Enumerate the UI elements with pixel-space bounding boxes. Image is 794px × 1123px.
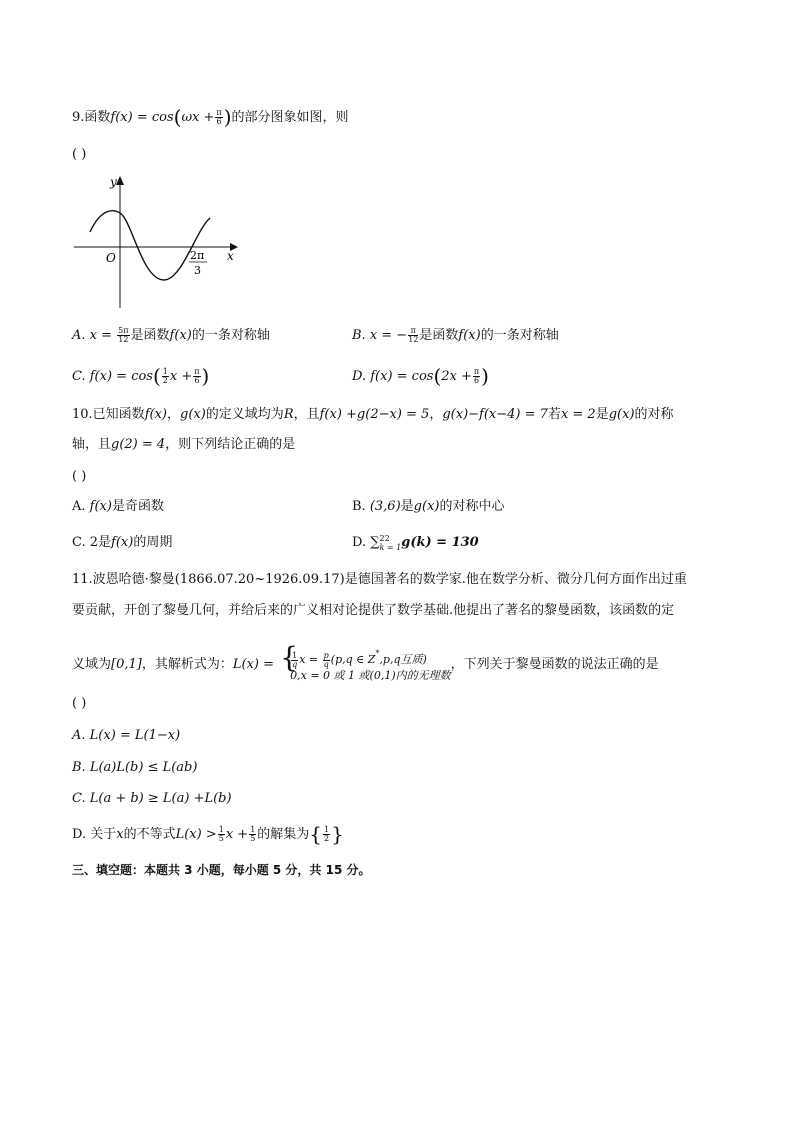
opt-text: 的一条对称轴 [191, 328, 270, 343]
math: (p,q ∈ Z [330, 653, 376, 666]
paren-open: ( [433, 364, 442, 388]
q9-func: f(x) = cos [110, 110, 174, 125]
frac-den: q [292, 659, 298, 669]
opt-label: B. x = − [352, 328, 408, 343]
math: L(x) > [175, 827, 217, 842]
opt-func: f(x) [458, 328, 481, 343]
q11-option-a[interactable]: A. L(x) = L(1−x) [72, 728, 181, 743]
math: R [283, 407, 294, 422]
graph-origin: O [106, 251, 116, 265]
opt-label: D. f(x) = cos [352, 369, 434, 384]
q9-option-c[interactable] [72, 366, 209, 387]
q9-stem [72, 107, 349, 128]
math: f(x) [144, 407, 167, 422]
opt-label: D. 关于 [72, 827, 117, 842]
sum-limits [380, 534, 402, 552]
frac [162, 368, 169, 385]
frac-den: 2 [324, 834, 330, 843]
text: 10.已知函数 [72, 407, 145, 422]
opt-text: 的一条对称轴 [480, 328, 559, 343]
text: 的定义域均为 [205, 407, 284, 422]
text: ，下列关于黎曼函数的说法正确的是 [450, 656, 659, 672]
paren-close: ) [201, 364, 210, 388]
opt-label: D. [352, 535, 371, 550]
opt-label: A. x = [72, 328, 117, 343]
opt-label: C. 2是 [72, 535, 112, 550]
q10-stem-line2 [72, 435, 295, 455]
frac-num: π [408, 327, 418, 336]
opt-func: f(x) [169, 328, 192, 343]
frac-den: 5 [218, 834, 224, 843]
q9-option-b[interactable] [352, 326, 559, 346]
sum-lower: k = 1 [379, 542, 402, 552]
frac-num: { 1 [292, 650, 298, 660]
q10-option-b[interactable] [352, 497, 504, 517]
math: x = [299, 653, 322, 666]
frac [249, 826, 256, 843]
q9-frac [215, 109, 222, 126]
sup: * [375, 649, 380, 658]
opt-label: A. [72, 499, 90, 514]
math: [0,1] [111, 656, 142, 672]
q10-option-c[interactable] [72, 533, 172, 553]
math: g(x) [413, 499, 440, 514]
text: 的不等式 [123, 827, 176, 842]
paren-close: ) [223, 105, 232, 129]
text: ，其解析式为： [141, 656, 233, 672]
q9-paren: ( ) [72, 147, 87, 162]
math: g(x)−f(x−4) = 7 [442, 407, 548, 422]
section-3-heading: 三、填空题：本题共 3 小题，每小题 5 分，共 15 分。 [72, 863, 371, 877]
q11-option-d[interactable] [72, 824, 344, 845]
q10-option-d[interactable] [352, 533, 479, 553]
frac-num: π [194, 367, 200, 376]
q11-option-c[interactable]: C. L(a + b) ≥ L(a) +L(b) [72, 791, 232, 806]
sum-upper: 22 [379, 533, 390, 543]
paren-open: ( [152, 364, 161, 388]
frac-den: 12 [408, 335, 419, 344]
text: 是 [595, 407, 609, 422]
graph-tick-num: 2π [190, 249, 205, 262]
q9-graph [70, 170, 250, 312]
q10-stem-line1 [72, 405, 674, 425]
q10-paren: ( ) [72, 469, 87, 484]
opt-label: B. [352, 499, 370, 514]
q10-option-a[interactable] [72, 497, 164, 517]
opt-text: 是函数 [419, 328, 459, 343]
frac-num: 1 [162, 367, 168, 376]
frac [323, 652, 330, 669]
math: f(x) [89, 499, 112, 514]
frac [291, 652, 298, 669]
q11-line2: 要贡献，开创了黎曼几何，并给后来的广义相对论提供了数学基础.他提出了著名的黎曼函数，该函数的定 [72, 603, 675, 618]
piecewise [284, 647, 450, 682]
text: 是奇函数 [111, 499, 164, 514]
q9-stem-text: 9.函数 [72, 110, 111, 125]
math: g(2) = 4 [111, 437, 166, 452]
q9-option-a[interactable] [72, 326, 270, 346]
text: 轴，且 [72, 437, 112, 452]
frac-den: 6 [473, 376, 480, 385]
case-2: 0,x = 0 或 1 或(0,1)内的无理数 [290, 668, 451, 682]
q11-option-b[interactable]: B. L(a)L(b) ≤ L(ab) [72, 760, 198, 775]
math: L(x) = [232, 656, 274, 672]
frac-den: 2 [162, 376, 168, 385]
math: f(x) +g(2−x) = 5 [319, 407, 430, 422]
frac-den: 5 [250, 834, 256, 843]
text: ， [166, 407, 180, 422]
math: x [116, 827, 124, 842]
text: 的对称 [634, 407, 674, 422]
text: 义域为 [72, 656, 112, 672]
frac-num: 1 [250, 825, 256, 834]
q9-option-d[interactable] [352, 366, 489, 387]
text: ， [429, 407, 443, 422]
frac-num: 1 [324, 825, 330, 834]
frac-den: 12 [118, 335, 129, 344]
graph-y-label: y [110, 175, 117, 189]
frac-den: 6 [216, 117, 222, 126]
frac-num: 1 [218, 825, 224, 834]
brace-open: { [309, 822, 323, 846]
paren-close: ) [481, 364, 489, 388]
q11-line3 [72, 647, 659, 682]
brace-close: } [331, 822, 344, 846]
q11-line1: 11.波恩哈德·黎曼(1866.07.20~1926.09.17)是德国著名的数学家.他在数学分析、微分几何方面作出过重 [72, 572, 687, 587]
math: g(k) = 130 [401, 535, 479, 550]
case-1 [290, 647, 450, 669]
opt-mid: 2x + [441, 369, 472, 384]
graph-x-label: x [227, 249, 234, 263]
math: g(x) [180, 407, 206, 422]
math: ,p,q互质) [379, 653, 427, 666]
q9-omega: ωx + [181, 110, 215, 125]
math: (3,6) [369, 499, 401, 514]
text: 若 [547, 407, 561, 422]
frac-num: p [323, 650, 329, 660]
q11-paren: ( ) [72, 696, 87, 711]
opt-text: 是函数 [130, 328, 170, 343]
text: ，则下列结论正确的是 [165, 437, 296, 452]
q9-stem-tail: 的部分图象如图，则 [231, 110, 349, 125]
frac [323, 826, 330, 843]
frac [408, 327, 418, 344]
opt-label: C. f(x) = cos [72, 369, 153, 384]
frac [473, 368, 480, 385]
frac-den: q [323, 659, 329, 669]
text: ，且 [293, 407, 320, 422]
paren-open: ( [173, 105, 182, 129]
math: x + [225, 827, 249, 842]
graph-tick-den: 3 [194, 264, 201, 277]
frac-num: π [473, 367, 480, 376]
frac [193, 368, 200, 385]
sum-sign: ∑ [370, 535, 380, 550]
frac [218, 826, 225, 843]
math: g(x) [608, 407, 635, 422]
text: 是 [400, 499, 414, 514]
frac-num: π [216, 108, 222, 117]
text: 的解集为 [257, 827, 310, 842]
math: x = 2 [560, 407, 596, 422]
math: f(x) [111, 535, 134, 550]
text: 的周期 [133, 535, 173, 550]
frac-num: 5π [118, 326, 129, 335]
text: 的对称中心 [439, 499, 505, 514]
frac-den: 6 [194, 376, 200, 385]
frac [117, 327, 129, 344]
opt-mid: x + [169, 369, 193, 384]
